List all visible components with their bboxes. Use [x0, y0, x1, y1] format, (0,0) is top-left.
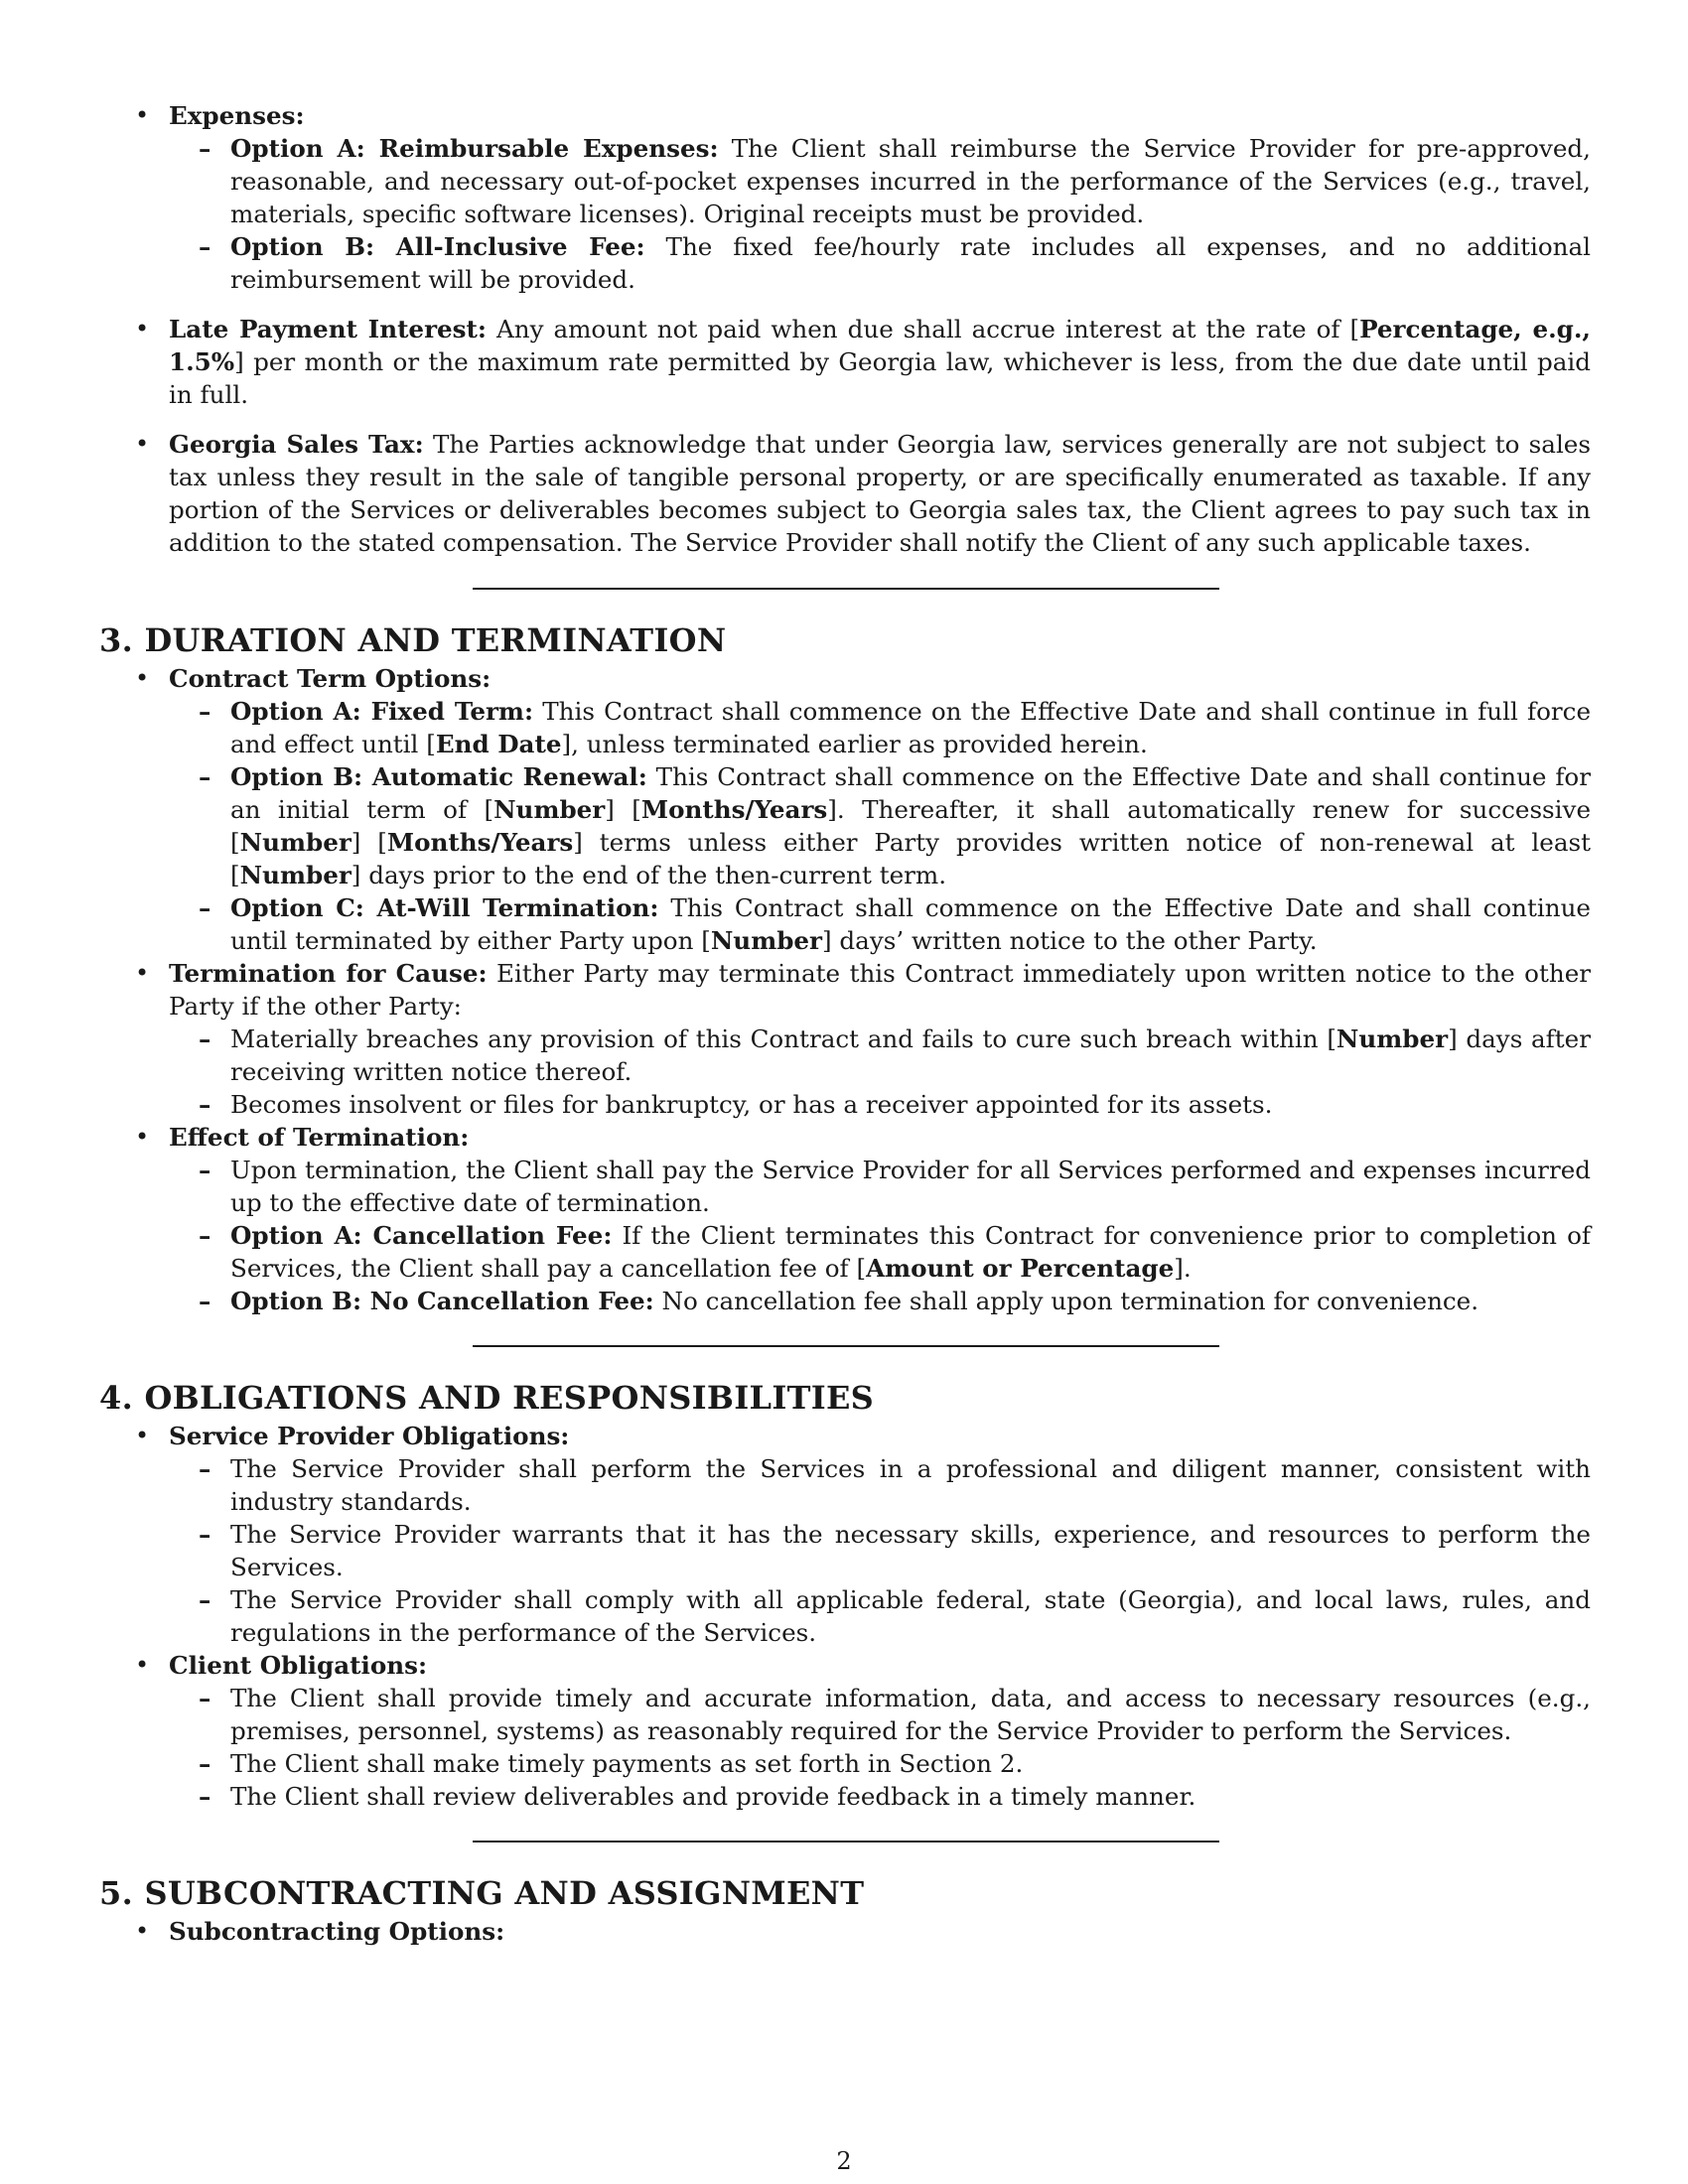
placeholder-field: Amount or Percentage	[866, 1254, 1175, 1283]
effect-item	[169, 1154, 1591, 1219]
expenses-option-a	[169, 132, 1591, 230]
effect-title: Effect of Termination:	[169, 1123, 470, 1152]
effect-option-b	[169, 1285, 1591, 1317]
placeholder-field: End Date	[435, 730, 562, 758]
provider-item: – The Service Provider shall comply with all applicable federal, state (Georgia), and local laws, rules, and regulations in the performance of the Services.	[169, 1583, 1591, 1649]
option-text: This Contract shall commence on the Effective Date and shall continue in full force and effect until [	[230, 697, 1592, 758]
client-list	[169, 1682, 1591, 1813]
placeholder-field: Months/Years	[640, 795, 828, 824]
section-5-list	[99, 1915, 1591, 1948]
provider-item: – The Service Provider shall perform the Services in a professional and diligent manner, consistent with industry standards.	[169, 1452, 1591, 1518]
option-text: ] days’ written notice to the other Party.	[822, 926, 1318, 955]
option-label: Option C: At-Will Termination:	[230, 893, 659, 922]
placeholder-field: Months/Years	[386, 828, 574, 857]
item-text: Upon termination, the Client shall pay the Service Provider for all Services performed and expenses incurred up to the effective date of termination.	[230, 1156, 1591, 1217]
term-option-b	[169, 760, 1591, 891]
subcontracting-options	[99, 1915, 1591, 1948]
placeholder-field: Percentage, e.g., 1.5%	[169, 315, 1591, 376]
option-text: ]. Thereafter, it shall automatically renew for successive [	[230, 795, 1591, 857]
item-text: Materially breaches any provision of this Contract and fails to cure such breach within [	[230, 1024, 1336, 1053]
placeholder-field: Number	[239, 861, 352, 889]
client-item: – The Client shall review deliverables and provide feedback in a timely manner.	[169, 1780, 1591, 1813]
client-obligations	[99, 1649, 1591, 1813]
option-text: If the Client terminates this Contract for convenience prior to completion of Services, the Client shall pay a cancellation fee of [	[230, 1221, 1591, 1283]
page-number: 2	[836, 2147, 852, 2175]
option-text: ] [	[605, 795, 641, 824]
option-label: Option B: No Cancellation Fee:	[230, 1287, 654, 1315]
late-payment-text: ] per month or the maximum rate permitted by Georgia law, whichever is less, from the due date until paid in full.	[169, 347, 1591, 409]
term-options-title: Contract Term Options:	[169, 664, 492, 693]
for-cause-item	[169, 1023, 1591, 1088]
page-content	[99, 99, 1591, 1948]
effect-list	[169, 1154, 1591, 1317]
late-payment-text: Any amount not paid when due shall accrue interest at the rate of [	[486, 315, 1360, 343]
effect-of-termination	[99, 1121, 1591, 1317]
sales-tax-text: The Parties acknowledge that under Georgia law, services generally are not subject to sales tax unless they result in the sale of tangible personal property, or are specifically enumerated as taxable. If any portion of the Services or deliverables becomes subject to Georgia sales tax, the Client agrees to pay such tax in addition to the stated compensation. The Service Provider shall notify the Client of any such applicable taxes.	[169, 430, 1591, 557]
option-text: ], unless terminated earlier as provided herein.	[561, 730, 1148, 758]
option-label: Option B: All-Inclusive Fee:	[230, 232, 645, 261]
term-options-list	[169, 695, 1591, 957]
client-item: – The Client shall make timely payments as set forth in Section 2.	[169, 1747, 1591, 1780]
option-label: Option B: Automatic Renewal:	[230, 762, 647, 791]
late-payment-item	[99, 313, 1591, 411]
client-item: – The Client shall provide timely and accurate information, data, and access to necessary resources (e.g., premises, personnel, systems) as reasonably required for the Service Provider to perform the Services.	[169, 1682, 1591, 1747]
provider-list	[169, 1452, 1591, 1649]
section-3-heading: 3. DURATION AND TERMINATION	[99, 621, 727, 659]
for-cause-label: Termination for Cause:	[169, 959, 488, 988]
sales-tax-item	[99, 428, 1591, 559]
option-text: ] [	[351, 828, 387, 857]
option-text: No cancellation fee shall apply upon termination for convenience.	[653, 1287, 1479, 1315]
section-5-heading: 5. SUBCONTRACTING AND ASSIGNMENT	[99, 1874, 865, 1912]
option-text: The fixed fee/hourly rate includes all expenses, and no additional reimbursement will be provided.	[230, 232, 1591, 294]
option-text: ].	[1174, 1254, 1192, 1283]
option-label: Option A: Fixed Term:	[230, 697, 534, 726]
placeholder-field: Number	[239, 828, 352, 857]
option-label: Option A: Reimbursable Expenses:	[230, 134, 719, 163]
for-cause-list	[169, 1023, 1591, 1121]
item-text: Becomes insolvent or files for bankruptcy, or has a receiver appointed for its assets.	[230, 1090, 1273, 1119]
expenses-options	[169, 132, 1591, 296]
option-text: ] days prior to the end of the then-current term.	[351, 861, 947, 889]
option-text: This Contract shall commence on the Effective Date and shall continue for an initial term of [	[230, 762, 1591, 824]
option-label: Option A: Cancellation Fee:	[230, 1221, 613, 1250]
subcontracting-title: Subcontracting Options:	[169, 1917, 505, 1946]
provider-title: Service Provider Obligations:	[169, 1422, 570, 1450]
late-payment-label: Late Payment Interest:	[169, 315, 487, 343]
placeholder-field: Number	[493, 795, 606, 824]
provider-obligations	[99, 1420, 1591, 1649]
option-text: The Client shall reimburse the Service Provider for pre-approved, reasonable, and necessary out-of-pocket expenses incurred in the performance of the Services (e.g., travel, materials, specific software licenses). Original receipts must be provided.	[230, 134, 1591, 228]
section-4-list	[99, 1420, 1591, 1813]
term-option-c	[169, 891, 1591, 957]
for-cause-item	[169, 1088, 1591, 1121]
placeholder-field: Number	[1336, 1024, 1449, 1053]
termination-for-cause	[99, 957, 1591, 1121]
contract-term-options	[99, 662, 1591, 957]
payment-terms-list	[99, 99, 1591, 559]
section-3-list	[99, 662, 1591, 1317]
expenses-item	[99, 99, 1591, 296]
expenses-title: Expenses:	[169, 101, 305, 130]
sales-tax-label: Georgia Sales Tax:	[169, 430, 424, 459]
term-option-a	[169, 695, 1591, 760]
option-text: This Contract shall commence on the Effective Date and shall continue until terminated by either Party upon [	[230, 893, 1591, 955]
provider-item: – The Service Provider warrants that it has the necessary skills, experience, and resources to perform the Services.	[169, 1518, 1591, 1583]
expenses-option-b	[169, 230, 1591, 296]
placeholder-field: Number	[710, 926, 823, 955]
option-text: ] terms unless either Party provides written notice of non-renewal at least [	[230, 828, 1591, 889]
section-4-heading: 4. OBLIGATIONS AND RESPONSIBILITIES	[99, 1379, 875, 1417]
item-text: ] days after receiving written notice thereof.	[230, 1024, 1591, 1086]
for-cause-text: Either Party may terminate this Contract immediately upon written notice to the other Party if the other Party:	[169, 959, 1592, 1021]
effect-option-a	[169, 1219, 1591, 1285]
client-title: Client Obligations:	[169, 1651, 428, 1680]
